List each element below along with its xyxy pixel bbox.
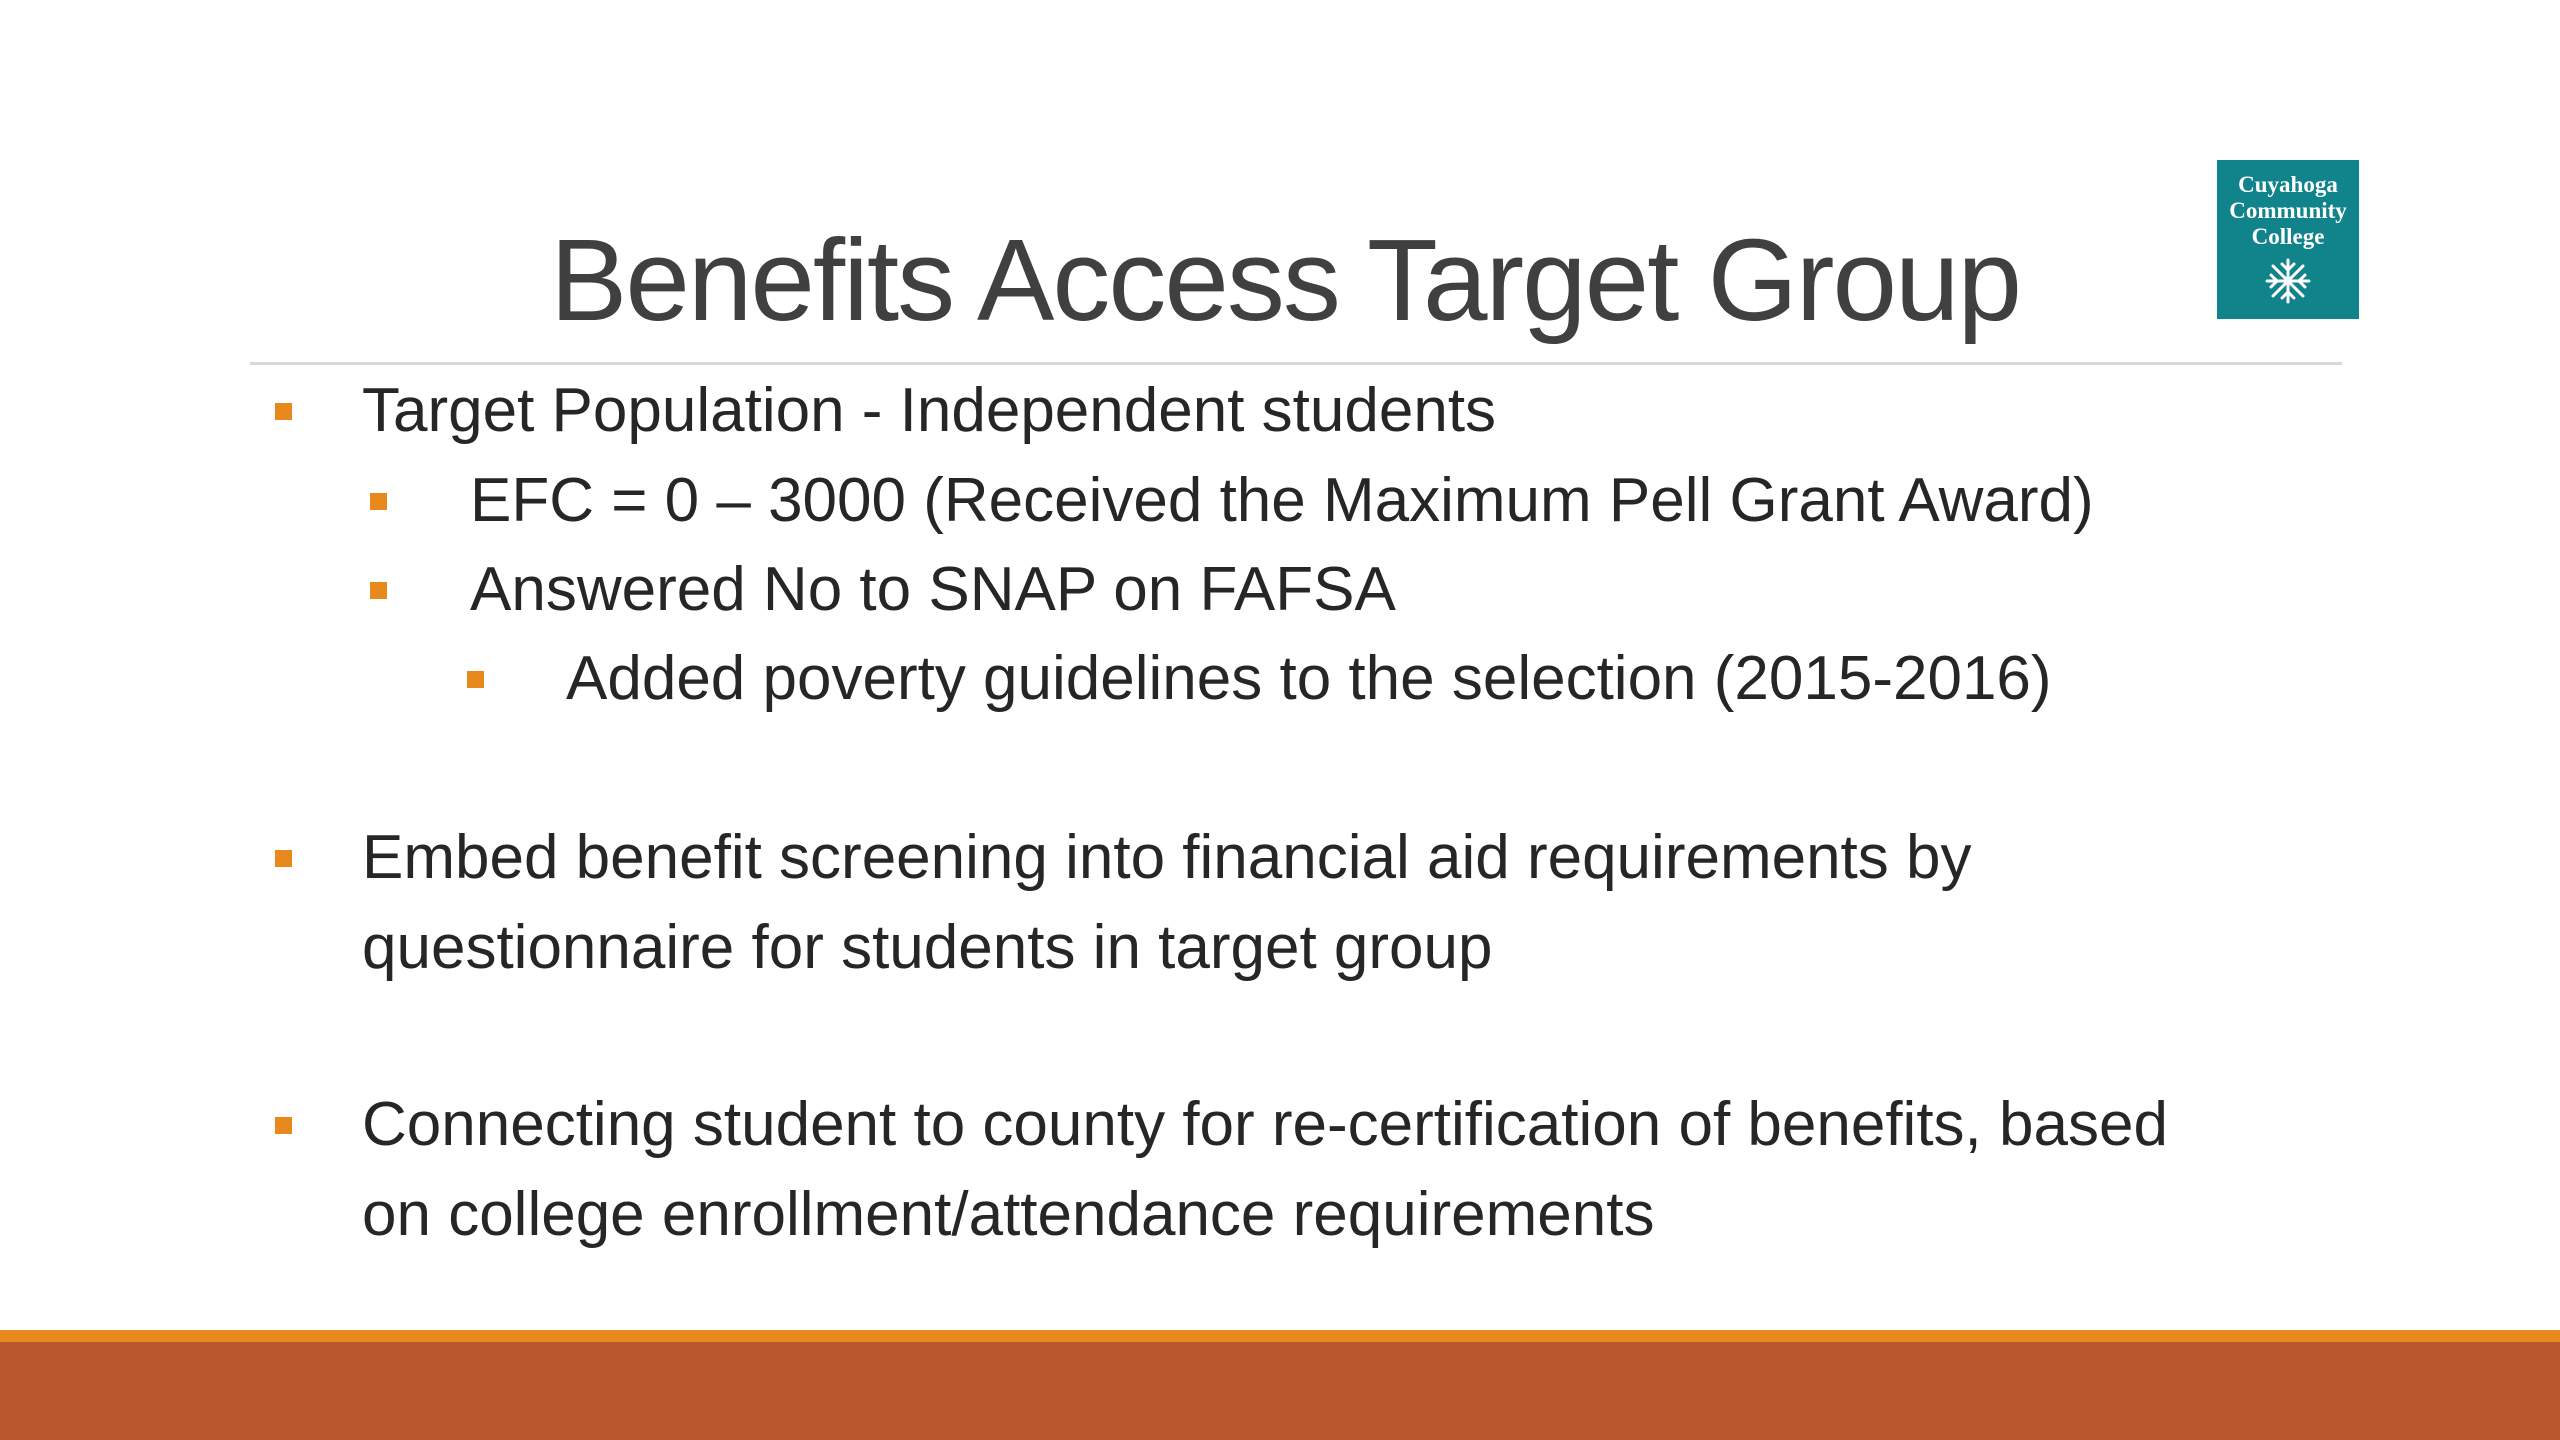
bullet-text: Added poverty guidelines to the selection (2015-2016) [566, 644, 2052, 713]
footer-accent-line [0, 1330, 2560, 1342]
slide-title: Benefits Access Target Group [549, 215, 2020, 345]
bullet-marker [467, 671, 484, 688]
logo-line-2: Community [2229, 198, 2347, 223]
bullet-text: Target Population - Independent students [362, 376, 1497, 445]
bullet-text-line-1: Embed benefit screening into financial aid requirements by [362, 823, 1972, 892]
bullet-marker [275, 403, 292, 420]
logo-line-1: Cuyahoga [2238, 172, 2338, 197]
bullet-marker [370, 582, 387, 599]
footer-band [0, 1342, 2560, 1440]
bullet-text-line-1: Connecting student to county for re-certification of benefits, based [362, 1090, 2168, 1159]
bullet-marker [370, 493, 387, 510]
bullet-marker [275, 1117, 292, 1134]
bullet-text: EFC = 0 – 3000 (Received the Maximum Pell Grant Award) [470, 466, 2094, 535]
logo-line-3: College [2251, 224, 2325, 249]
bullet-text: Answered No to SNAP on FAFSA [470, 555, 1396, 624]
bullet-marker [275, 850, 292, 867]
bullet-text-line-2: on college enrollment/attendance requirements [362, 1180, 1655, 1249]
bullet-text-line-2: questionnaire for students in target group [362, 913, 1493, 982]
